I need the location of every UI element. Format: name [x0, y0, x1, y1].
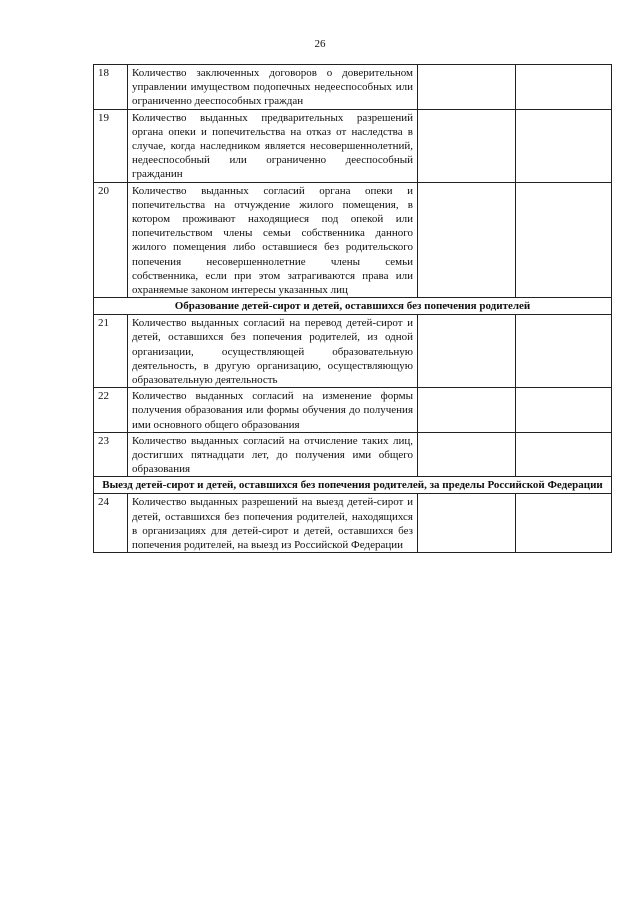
- value-cell: [418, 494, 516, 553]
- row-description: Количество выданных согласий на изменение формы получения образования или формы обучения до получения ими основного общего образования: [128, 388, 418, 433]
- row-number: 18: [94, 65, 128, 110]
- section-title: Выезд детей-сирот и детей, оставшихся без попечения родителей, за пределы Российской Федерации: [94, 477, 612, 494]
- table-row-22: [94, 388, 612, 433]
- value-cell: [516, 182, 612, 298]
- report-table: [93, 64, 612, 553]
- value-cell: [516, 432, 612, 477]
- value-cell: [516, 388, 612, 433]
- value-cell: [418, 315, 516, 388]
- table-row-24: [94, 494, 612, 553]
- page-number: 26: [314, 38, 326, 50]
- row-number: 22: [94, 388, 128, 433]
- section-heading-travel: [94, 477, 612, 494]
- table-row-21: [94, 315, 612, 388]
- row-description: Количество выданных согласий органа опеки и попечительства на отчуждение жилого помещения, в котором проживают находящиеся под опекой или попечительством члены семьи собственника данного жилого помещения либо оставшиеся без родительского попечения несовершеннолетние члены семьи собственника, если при этом затрагиваются права или охраняемые законом интересы указанных лиц: [128, 182, 418, 298]
- row-description: Количество выданных согласий на отчисление таких лиц, достигших пятнадцати лет, до получения ими общего образования: [128, 432, 418, 477]
- row-number: 24: [94, 494, 128, 553]
- section-title: Образование детей-сирот и детей, оставшихся без попечения родителей: [94, 298, 612, 315]
- table-row-18: [94, 65, 612, 110]
- table-row-20: [94, 182, 612, 298]
- value-cell: [418, 388, 516, 433]
- value-cell: [516, 109, 612, 182]
- table-row-23: [94, 432, 612, 477]
- value-cell: [516, 315, 612, 388]
- row-description: Количество выданных предварительных разрешений органа опеки и попечительства на отказ от наследства в случае, когда наследником является несовершеннолетний, недееспособный или ограниченно дееспособный гражданин: [128, 109, 418, 182]
- row-number: 23: [94, 432, 128, 477]
- row-description: Количество выданных разрешений на выезд детей-сирот и детей, оставшихся без попечения родителей, находящихся в организациях для детей-сирот и детей, оставшихся без попечения родителей, на выезд из Российской Федерации: [128, 494, 418, 553]
- row-description: Количество заключенных договоров о доверительном управлении имуществом подопечных недееспособных или ограниченно дееспособных граждан: [128, 65, 418, 110]
- value-cell: [418, 109, 516, 182]
- row-number: 19: [94, 109, 128, 182]
- value-cell: [516, 494, 612, 553]
- table-row-19: [94, 109, 612, 182]
- section-heading-education: [94, 298, 612, 315]
- value-cell: [516, 65, 612, 110]
- value-cell: [418, 182, 516, 298]
- value-cell: [418, 65, 516, 110]
- value-cell: [418, 432, 516, 477]
- row-number: 20: [94, 182, 128, 298]
- row-description: Количество выданных согласий на перевод детей-сирот и детей, оставшихся без попечения родителей, из одной организации, осуществляющей образовательную деятельность, в другую организацию, осуществляющую образовательную деятельность: [128, 315, 418, 388]
- row-number: 21: [94, 315, 128, 388]
